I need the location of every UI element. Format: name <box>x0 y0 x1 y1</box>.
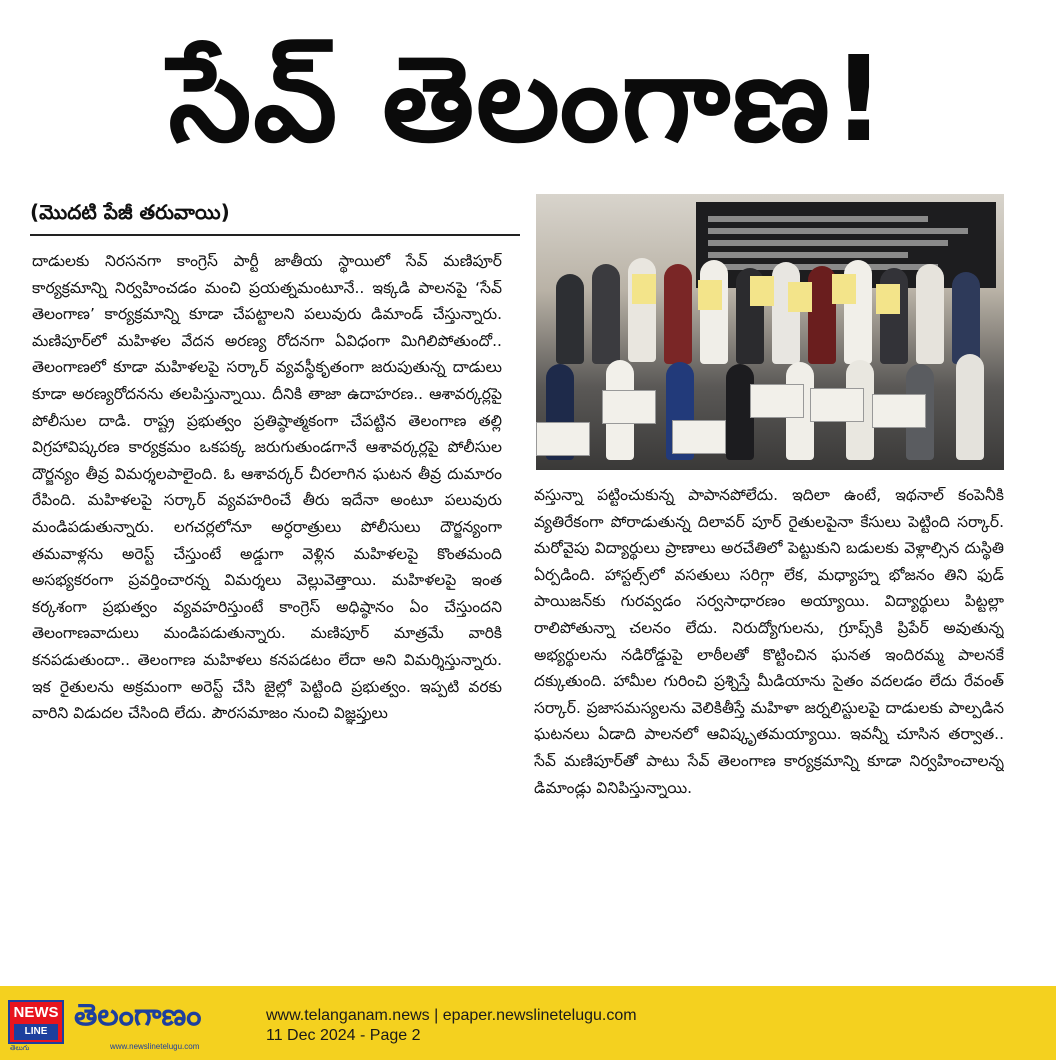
newsline-logo <box>8 1000 64 1044</box>
headline: సేవ్ తెలంగాణ! <box>168 30 888 168</box>
subhead-rule <box>30 234 520 236</box>
article-right-column: వస్తున్నా పట్టించుకున్న పాపానపోలేదు. ఇదిలా ఉంటే, ఇథనాల్ కంపెనీకి వ్యతిరేకంగా పోరాడుతున్న దిలావర్ పూర్ రైతులపైనా కేసులు పెట్టింది సర్కార్. మరోవైపు విద్యార్థులు ప్రాణాలు అరచేతిలో పెట్టుకుని బడులకు వెళ్లాల్సిన దుస్థితి ఏర్పడింది. హాస్టల్స్‌లో వసతులు సరిగ్గా లేక, మధ్యాహ్న భోజనం తిని ఫుడ్ పాయిజన్‌కు గురవ్వడం సర్వసాధారణం అయ్యాయి. విద్యార్థులు పిట్టల్లా రాలిపోతున్నా చలనం లేదు. నిరుద్యోగులను, గ్రూప్స్‌కి ప్రిపేర్ అవుతున్న అభ్యర్థులను నడిరోడ్డుపై లాఠీలతో కొట్టించిన ఘనత ఇందిరమ్మ పాలనకే దక్కుతుంది. హామీల గురించి ప్రశ్నిస్తే మీడియాను సైతం వదలడం లేదు రేవంత్ సర్కార్. ప్రజాసమస్యలను వెలికితీస్తే మహిళా జర్నలిస్టులపై దాడులకు పాల్పడిన ఘటనలు ఏడాది పాలనలో ఆవిష్కృతమయ్యాయి. ఇవన్నీ చూసిన తర్వాత.. సేవ్ మణిపూర్‌తో పాటు సేవ్ తెలంగాణ కార్యక్రమాన్ని కూడా నిర్వహించాలన్న డిమాండ్లు వినిపిస్తున్నాయి. <box>534 486 1004 797</box>
edition-date: 11 Dec 2024 - Page 2 <box>266 1027 421 1044</box>
protest-photo <box>536 194 1004 470</box>
logo-text-news: NEWS <box>13 1004 59 1021</box>
logo-text-line: LINE <box>14 1024 58 1040</box>
footer-bar <box>0 986 1056 1060</box>
site-links: www.telanganam.news | epaper.newslinetelugu.com <box>266 1007 637 1024</box>
footer-info <box>266 1006 637 1046</box>
logo-tagline: తెలుగు <box>10 1044 30 1052</box>
article-left-column: దాడులకు నిరసనగా కాంగ్రెస్ పార్టీ జాతీయ స్థాయిలో సేవ్ మణిపూర్ కార్యక్రమాన్ని నిర్వహించడం మంచి ప్రయత్నమంటూనే.. ఇక్కడి పాలనపై ‘సేవ్ తెలంగాణ’ కార్యక్రమాన్ని కూడా చేపట్టాలని పలువురు డిమాండ్ చేస్తున్నారు. మణిపూర్‌లో మహిళల వేదన అరణ్య రోదనగా ఏవిధంగా మిగిలిపోతుందో.. తెలంగాణలో కూడా మహిళలపై సర్కార్ వ్యవస్థీకృతంగా జరుపుతున్న దాడులు కూడా అరణ్యరోదనను తలపిస్తున్నాయి. దీనికి తాజా ఉదాహరణ.. ఆశావర్కర్లపై పోలీసుల దాడి. రాష్ట్ర ప్రభుత్వం ప్రతిష్ఠాత్మకంగా చేపట్టిన తెలంగాణ తల్లి విగ్రహావిష్కరణ కార్యక్రమం ఒకపక్క జరుగుతుండగానే ఆశావర్కర్లపై పోలీసుల దౌర్జన్యం తీవ్ర విమర్శలపాలైంది. ఓ ఆశావర్కర్ చీరలాగిన ఘటన తీవ్ర దుమారం రేపింది. మహిళలపై సర్కార్ వ్యవహరించే తీరు ఇదేనా అంటూ పలువురు మండిపడుతున్నారు. లగచర్లలోనూ అర్ధరాత్రులు పోలీసులు దౌర్జన్యంగా తమవాళ్లను అరెస్ట్ చేస్తుంటే అడ్డుగా వెళ్లిన మహిళలపై కొంతమంది అసభ్యకరంగా ప్రవర్తించారన్న విమర్శలు వెల్లువెత్తాయి. మహిళలపై ఇంత కర్కశంగా ప్రభుత్వం వ్యవహరిస్తుంటే కాంగ్రెస్ అధిష్ఠానం ఏం చేస్తుందని తెలంగాణవాదులు మండిపడుతున్నారు. మణిపూర్ మాత్రమే వారికి కనపడుతుందా.. తెలంగాణ మహిళలు కనపడటం లేదా అని విమర్శిస్తున్నారు. ఇక రైతులను అక్రమంగా అరెస్ట్ చేసి జైల్లో పెట్టింది ప్రభుత్వం. ఇప్పటి వరకు వారిని విడుదల చేసింది లేదు. పౌరసమాజం నుంచి విజ్ఞప్తులు <box>32 252 502 723</box>
brand-name: తెలంగాణం <box>74 998 202 1033</box>
brand-url: www.newslinetelugu.com <box>110 1042 200 1051</box>
continued-from-label: (మొదటి పేజీ తరువాయి) <box>30 200 230 224</box>
